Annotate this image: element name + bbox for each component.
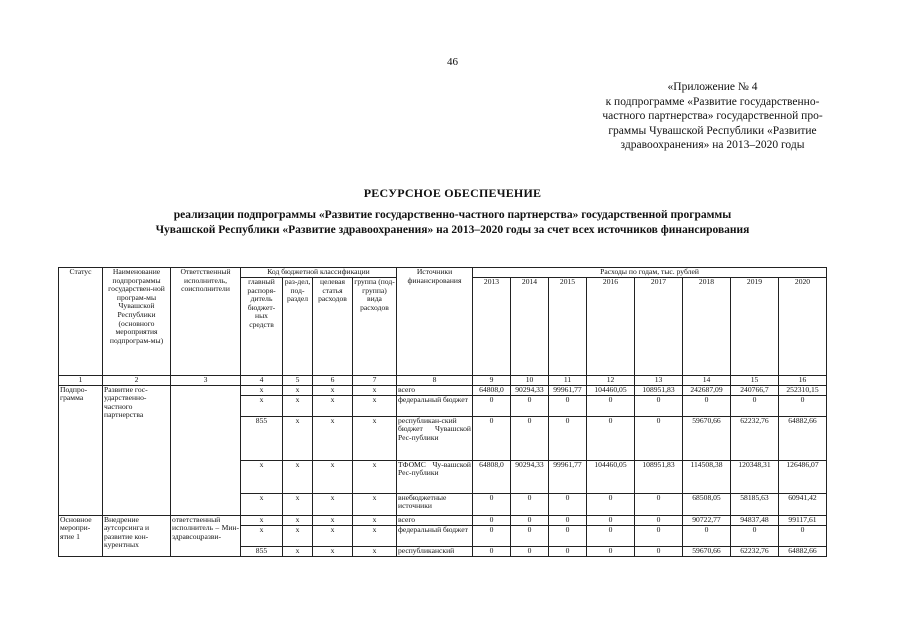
value-cell: 242687,09: [683, 385, 731, 395]
vr-cell: х: [353, 385, 397, 395]
value-cell: 0: [587, 416, 635, 460]
value-cell: 0: [473, 493, 511, 515]
vr-cell: х: [353, 493, 397, 515]
value-cell: 0: [635, 515, 683, 525]
value-cell: 0: [473, 525, 511, 546]
cs-cell: х: [313, 525, 353, 546]
responsible-cell: [171, 385, 241, 515]
value-cell: 64808,0: [473, 460, 511, 493]
value-cell: 0: [511, 416, 549, 460]
value-cell: 0: [683, 525, 731, 546]
cs-cell: х: [313, 460, 353, 493]
column-number-row: [59, 376, 827, 386]
header-year: 2019: [731, 278, 779, 376]
col-number: 12: [587, 376, 635, 386]
value-cell: 104460,05: [587, 385, 635, 395]
value-cell: 0: [779, 525, 827, 546]
value-cell: 0: [635, 493, 683, 515]
header-year: 2015: [549, 278, 587, 376]
value-cell: 0: [683, 395, 731, 416]
value-cell: 99961,77: [549, 385, 587, 395]
value-cell: 0: [549, 416, 587, 460]
name-cell: Развитие гос-ударственно-частного партнерства: [103, 385, 171, 515]
gr-cell: х: [241, 395, 283, 416]
value-cell: 0: [511, 525, 549, 546]
source-cell: внебюджетные источники: [397, 493, 473, 515]
header-year: 2016: [587, 278, 635, 376]
header-responsible: Ответственный исполнитель, соисполнители: [171, 268, 241, 376]
gr-cell: 855: [241, 416, 283, 460]
table-row: [59, 515, 827, 525]
value-cell: 0: [511, 515, 549, 525]
title-line-2: Чувашской Республики «Развитие здравоохранения» на 2013–2020 годы за счет всех источников финансирования: [155, 223, 750, 236]
vr-cell: х: [353, 416, 397, 460]
rz-cell: х: [283, 546, 313, 556]
cs-cell: х: [313, 416, 353, 460]
page-number: 46: [447, 56, 458, 68]
value-cell: 0: [473, 416, 511, 460]
source-cell: ТФОМС Чу-вашской Рес-публики: [397, 460, 473, 493]
value-cell: 64882,66: [779, 416, 827, 460]
value-cell: 252310,15: [779, 385, 827, 395]
source-cell: республикан-ский бюджет Чувашской Рес-публики: [397, 416, 473, 460]
resource-table: [58, 267, 827, 557]
resource-table-wrap: [58, 267, 827, 557]
status-cell: Подпро-грамма: [59, 385, 103, 515]
value-cell: 60941,42: [779, 493, 827, 515]
header-vr: группа (под-группа) вида расходов: [353, 278, 397, 376]
vr-cell: х: [353, 515, 397, 525]
vr-cell: х: [353, 525, 397, 546]
value-cell: 104460,05: [587, 460, 635, 493]
value-cell: 0: [635, 395, 683, 416]
value-cell: 108951,83: [635, 385, 683, 395]
value-cell: 0: [473, 395, 511, 416]
col-number: 15: [731, 376, 779, 386]
rz-cell: х: [283, 395, 313, 416]
value-cell: 0: [587, 515, 635, 525]
value-cell: 64808,0: [473, 385, 511, 395]
value-cell: 114508,38: [683, 460, 731, 493]
value-cell: 0: [731, 395, 779, 416]
value-cell: 59670,66: [683, 416, 731, 460]
source-cell: всего: [397, 385, 473, 395]
gr-cell: х: [241, 525, 283, 546]
header-budget-code: Код бюджетной классификации: [241, 268, 397, 278]
value-cell: 108951,83: [635, 460, 683, 493]
activity-section: [59, 515, 827, 556]
value-cell: 58185,63: [731, 493, 779, 515]
rz-cell: х: [283, 515, 313, 525]
name-cell: Внедрение аутсорсинга и развитие кон-курентных: [103, 515, 171, 556]
vr-cell: х: [353, 546, 397, 556]
value-cell: 0: [587, 493, 635, 515]
value-cell: 68508,05: [683, 493, 731, 515]
cs-cell: х: [313, 385, 353, 395]
value-cell: 0: [473, 546, 511, 556]
source-cell: всего: [397, 515, 473, 525]
value-cell: 59670,66: [683, 546, 731, 556]
value-cell: 90294,33: [511, 385, 549, 395]
header-gr: главный распоря-дитель бюджет-ных средств: [241, 278, 283, 376]
value-cell: 0: [549, 546, 587, 556]
document-title: [0, 186, 905, 237]
value-cell: 0: [587, 546, 635, 556]
value-cell: 99961,77: [549, 460, 587, 493]
responsible-cell: ответственный исполнитель – Мин-здравсоцразви-: [171, 515, 241, 556]
value-cell: 0: [635, 525, 683, 546]
cs-cell: х: [313, 546, 353, 556]
col-number: 16: [779, 376, 827, 386]
col-number: 8: [397, 376, 473, 386]
value-cell: 120348,31: [731, 460, 779, 493]
header-name: Наименование подпрограммы государствен-ной програм-мы Чувашской Республики (основного мероприятия подпрограм-мы): [103, 268, 171, 376]
rz-cell: х: [283, 460, 313, 493]
header-status: Статус: [59, 268, 103, 376]
header-source: Источники финансирования: [397, 268, 473, 376]
col-number: 5: [283, 376, 313, 386]
value-cell: 64882,66: [779, 546, 827, 556]
header-year: 2020: [779, 278, 827, 376]
subprogram-section: [59, 385, 827, 515]
value-cell: 0: [635, 546, 683, 556]
col-number: 7: [353, 376, 397, 386]
rz-cell: х: [283, 493, 313, 515]
col-number: 3: [171, 376, 241, 386]
col-number: 14: [683, 376, 731, 386]
col-number: 11: [549, 376, 587, 386]
col-number: 4: [241, 376, 283, 386]
rz-cell: х: [283, 416, 313, 460]
gr-cell: 855: [241, 546, 283, 556]
value-cell: 90722,77: [683, 515, 731, 525]
title-line-1: реализации подпрограммы «Развитие государственно-частного партнерства» государственной программы: [173, 209, 732, 221]
header-expenses: Расходы по годам, тыс. рублей: [473, 268, 827, 278]
appendix-line: «Приложение № 4: [667, 81, 758, 93]
rz-cell: х: [283, 525, 313, 546]
vr-cell: х: [353, 395, 397, 416]
value-cell: 0: [549, 525, 587, 546]
value-cell: 0: [511, 493, 549, 515]
value-cell: 126486,07: [779, 460, 827, 493]
source-cell: республиканский: [397, 546, 473, 556]
col-number: 6: [313, 376, 353, 386]
header-year: 2013: [473, 278, 511, 376]
value-cell: 0: [549, 515, 587, 525]
cs-cell: х: [313, 515, 353, 525]
appendix-line: к подпрограмме «Развитие государственно-: [605, 95, 820, 108]
appendix-note: [520, 80, 905, 153]
gr-cell: х: [241, 493, 283, 515]
value-cell: 0: [473, 515, 511, 525]
value-cell: 0: [511, 546, 549, 556]
source-cell: федеральный бюджет: [397, 395, 473, 416]
value-cell: 0: [549, 493, 587, 515]
col-number: 10: [511, 376, 549, 386]
value-cell: 0: [731, 525, 779, 546]
status-cell: Основное меропри-ятие 1: [59, 515, 103, 556]
value-cell: 99117,61: [779, 515, 827, 525]
value-cell: 90294,33: [511, 460, 549, 493]
value-cell: 0: [549, 395, 587, 416]
value-cell: 0: [587, 395, 635, 416]
value-cell: 94837,48: [731, 515, 779, 525]
col-number: 2: [103, 376, 171, 386]
table-row: [59, 385, 827, 395]
title-main: РЕСУРСНОЕ ОБЕСПЕЧЕНИЕ: [363, 186, 542, 200]
appendix-line: частного партнерства» государственной про-: [602, 110, 823, 122]
col-number: 13: [635, 376, 683, 386]
cs-cell: х: [313, 395, 353, 416]
value-cell: 0: [587, 525, 635, 546]
vr-cell: х: [353, 460, 397, 493]
source-cell: федеральный бюджет: [397, 525, 473, 546]
rz-cell: х: [283, 385, 313, 395]
gr-cell: х: [241, 385, 283, 395]
appendix-line: здравоохранения» на 2013–2020 годы: [620, 139, 805, 151]
col-number: 1: [59, 376, 103, 386]
gr-cell: х: [241, 515, 283, 525]
value-cell: 62232,76: [731, 546, 779, 556]
header-year: 2014: [511, 278, 549, 376]
value-cell: 0: [511, 395, 549, 416]
value-cell: 0: [779, 395, 827, 416]
header-year: 2017: [635, 278, 683, 376]
value-cell: 62232,76: [731, 416, 779, 460]
cs-cell: х: [313, 493, 353, 515]
appendix-line: граммы Чувашской Республики «Развитие: [608, 124, 817, 137]
col-number: 9: [473, 376, 511, 386]
value-cell: 0: [635, 416, 683, 460]
header-cs: целевая статья расходов: [313, 278, 353, 376]
value-cell: 240766,7: [731, 385, 779, 395]
header-row: [59, 268, 827, 278]
header-year: 2018: [683, 278, 731, 376]
header-rz: раз-дел, под-раздел: [283, 278, 313, 376]
gr-cell: х: [241, 460, 283, 493]
